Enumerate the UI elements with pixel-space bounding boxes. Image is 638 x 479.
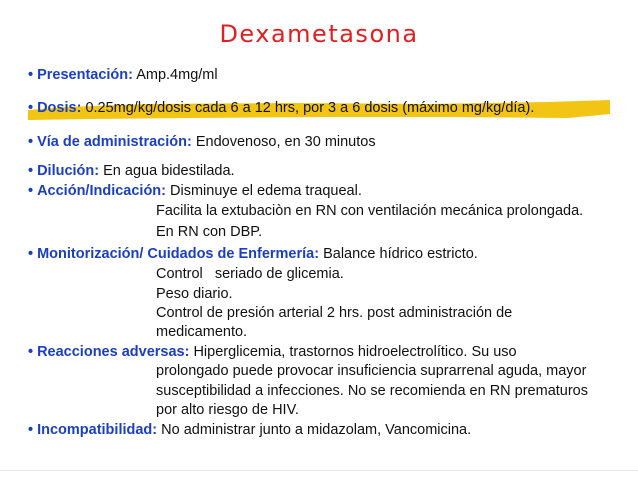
- item-text: Amp.4mg/ml: [136, 67, 218, 83]
- item-label: Dilución:: [37, 163, 100, 179]
- bullet: •: [28, 67, 34, 83]
- continuation-line: prolongado puede provocar insuficiencia suprarrenal aguda, mayor: [156, 363, 587, 379]
- continuation-line: medicamento.: [156, 324, 248, 340]
- bottom-divider: [0, 470, 638, 471]
- slide-title: Dexametasona: [219, 20, 419, 48]
- continuation-line: Control seriado de glicemia.: [156, 266, 344, 282]
- item-dosis: [28, 100, 534, 117]
- item-label: Vía de administración:: [37, 134, 192, 150]
- continuation-line: Peso diario.: [156, 286, 233, 302]
- item-incompatibilidad: [28, 422, 471, 439]
- item-reacciones: [28, 344, 517, 361]
- item-text: Endovenoso, en 30 minutos: [195, 134, 376, 150]
- item-text: Balance hídrico estricto.: [323, 246, 478, 262]
- item-text: No administrar junto a midazolam, Vancomicina.: [161, 422, 472, 438]
- continuation-line: por alto riesgo de HIV.: [156, 402, 299, 418]
- continuation-line: susceptibilidad a infecciones. No se recomienda en RN prematuros: [156, 383, 588, 399]
- item-label: Dosis:: [37, 100, 82, 116]
- item-presentacion: [28, 67, 218, 84]
- bullet: •: [28, 163, 34, 179]
- item-text: 0.25mg/kg/dosis cada 6 a 12 hrs, por 3 a 6 dosis (máximo mg/kg/día).: [85, 100, 535, 116]
- bullet: •: [28, 246, 34, 262]
- item-text: Disminuye el edema traqueal.: [170, 183, 362, 199]
- bullet: •: [28, 100, 34, 116]
- item-text: Hiperglicemia, trastornos hidroelectrolítico. Su uso: [193, 344, 517, 360]
- item-label: Presentación:: [37, 67, 133, 83]
- bullet: •: [28, 183, 34, 199]
- item-label: Monitorización/ Cuidados de Enfermería:: [37, 246, 320, 262]
- continuation-line: Control de presión arterial 2 hrs. post administración de: [156, 305, 513, 321]
- item-accion: [28, 183, 362, 200]
- item-via: [28, 134, 376, 151]
- bullet: •: [28, 422, 34, 438]
- continuation-line: En RN con DBP.: [156, 224, 263, 240]
- bullet: •: [28, 134, 34, 150]
- item-dilucion: [28, 163, 235, 180]
- item-text: En agua bidestilada.: [103, 163, 235, 179]
- item-monitorizacion: [28, 246, 478, 263]
- item-label: Incompatibilidad:: [37, 422, 158, 438]
- bullet: •: [28, 344, 34, 360]
- continuation-line: Facilita la extubaciòn en RN con ventilación mecánica prolongada.: [156, 203, 584, 219]
- item-label: Reacciones adversas:: [37, 344, 190, 360]
- item-label: Acción/Indicación:: [37, 183, 166, 199]
